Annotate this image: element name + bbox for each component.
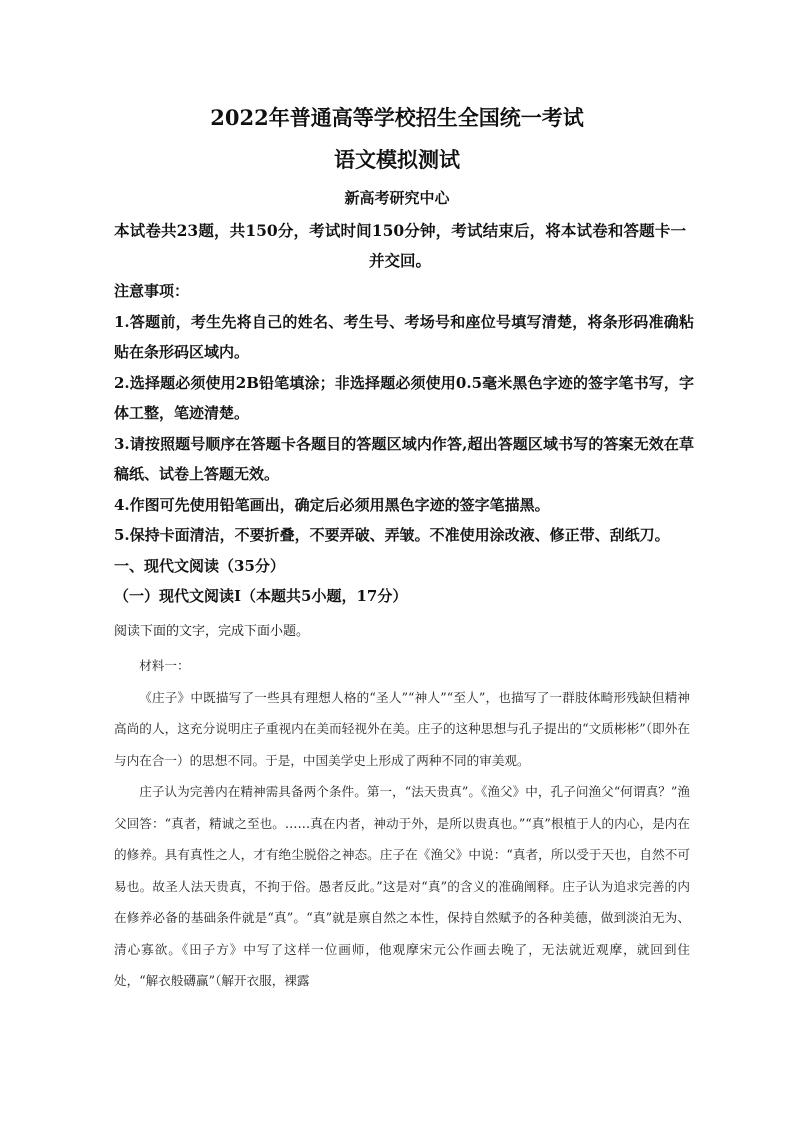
subsection-heading: （一）现代文阅读I（本题共5小题，17分） <box>114 587 408 605</box>
notice-heading: 注意事项： <box>114 282 190 300</box>
issuer-name: 新高考研究中心 <box>344 189 450 207</box>
exam-subtitle: 语文模拟测试 <box>334 147 460 172</box>
notice-item: 3.请按照题号顺序在答题卡各题目的答题区域内作答,超出答题区域书写的答案无效在草稿纸、试卷上答题无效。 <box>114 434 694 483</box>
notice-item: 4.作图可先使用铅笔画出，确定后必须用黑色字迹的签字笔描黑。 <box>114 495 550 514</box>
notice-item: 1.答题前，考生先将自己的姓名、考生号、考场号和座位号填写清楚，将条形码准确粘贴在条形码区域内。 <box>114 312 694 361</box>
exam-intro: 本试卷共23题，共150分，考试时间150分钟，考试结束后，将本试卷和答题卡一并交回。 <box>114 221 686 270</box>
section-heading: 一、现代文阅读（35分） <box>114 556 285 575</box>
reading-material <box>114 650 690 997</box>
material-paragraph: 《庄子》中既描写了一些具有理想人格的“圣人”“神人”“至人”，也描写了一群肢体畸形残缺但精神高尚的人，这充分说明庄子重视内在美而轻视外在美。庄子的这种思想与孔子提出的“文质彬彬”（即外在与内在合一）的思想不同。于是，中国美学史上形成了两种不同的审美观。 <box>114 689 690 768</box>
notice-item: 5.保持卡面清洁，不要折叠，不要弄破、弄皱。不准使用涂改液、修正带、刮纸刀。 <box>114 526 670 544</box>
notice-block <box>114 276 694 612</box>
notice-item: 2.选择题必须使用2B铅笔填涂；非选择题必须使用0.5毫米黑色字迹的签字笔书写，字体工整，笔迹清楚。 <box>114 373 694 422</box>
reading-instruction: 阅读下面的文字，完成下面小题。 <box>114 624 310 639</box>
material-label: 材料一： <box>139 658 190 673</box>
exam-title: 2022年普通高等学校招生全国统一考试 <box>210 105 584 130</box>
material-paragraph: 庄子认为完善内在精神需具备两个条件。第一，“法天贵真”。《渔父》中，孔子问渔父“何谓真？”渔父回答：“真者，精诚之至也。……真在内者，神动于外，是所以贵真也。”“真”根植于人的内心，是内在的修养。具有真性之人，才有绝尘脱俗之神态。庄子在《渔父》中说：“真者，所以受于天也，自然不可易也。故圣人法天贵真，不拘于俗。愚者反此。”这是对“真”的含义的准确阐释。庄子认为追求完善的内在修养必备的基础条件就是“真”。“真”就是禀自然之本性，保持自然赋予的各种美德，做到淡泊无为、清心寡欲。《田子方》中写了这样一位画师，他观摩宋元公作画去晚了，无法就近观摩，就回到住处，“解衣般礴赢”（解开衣服，裸露 <box>114 784 690 988</box>
